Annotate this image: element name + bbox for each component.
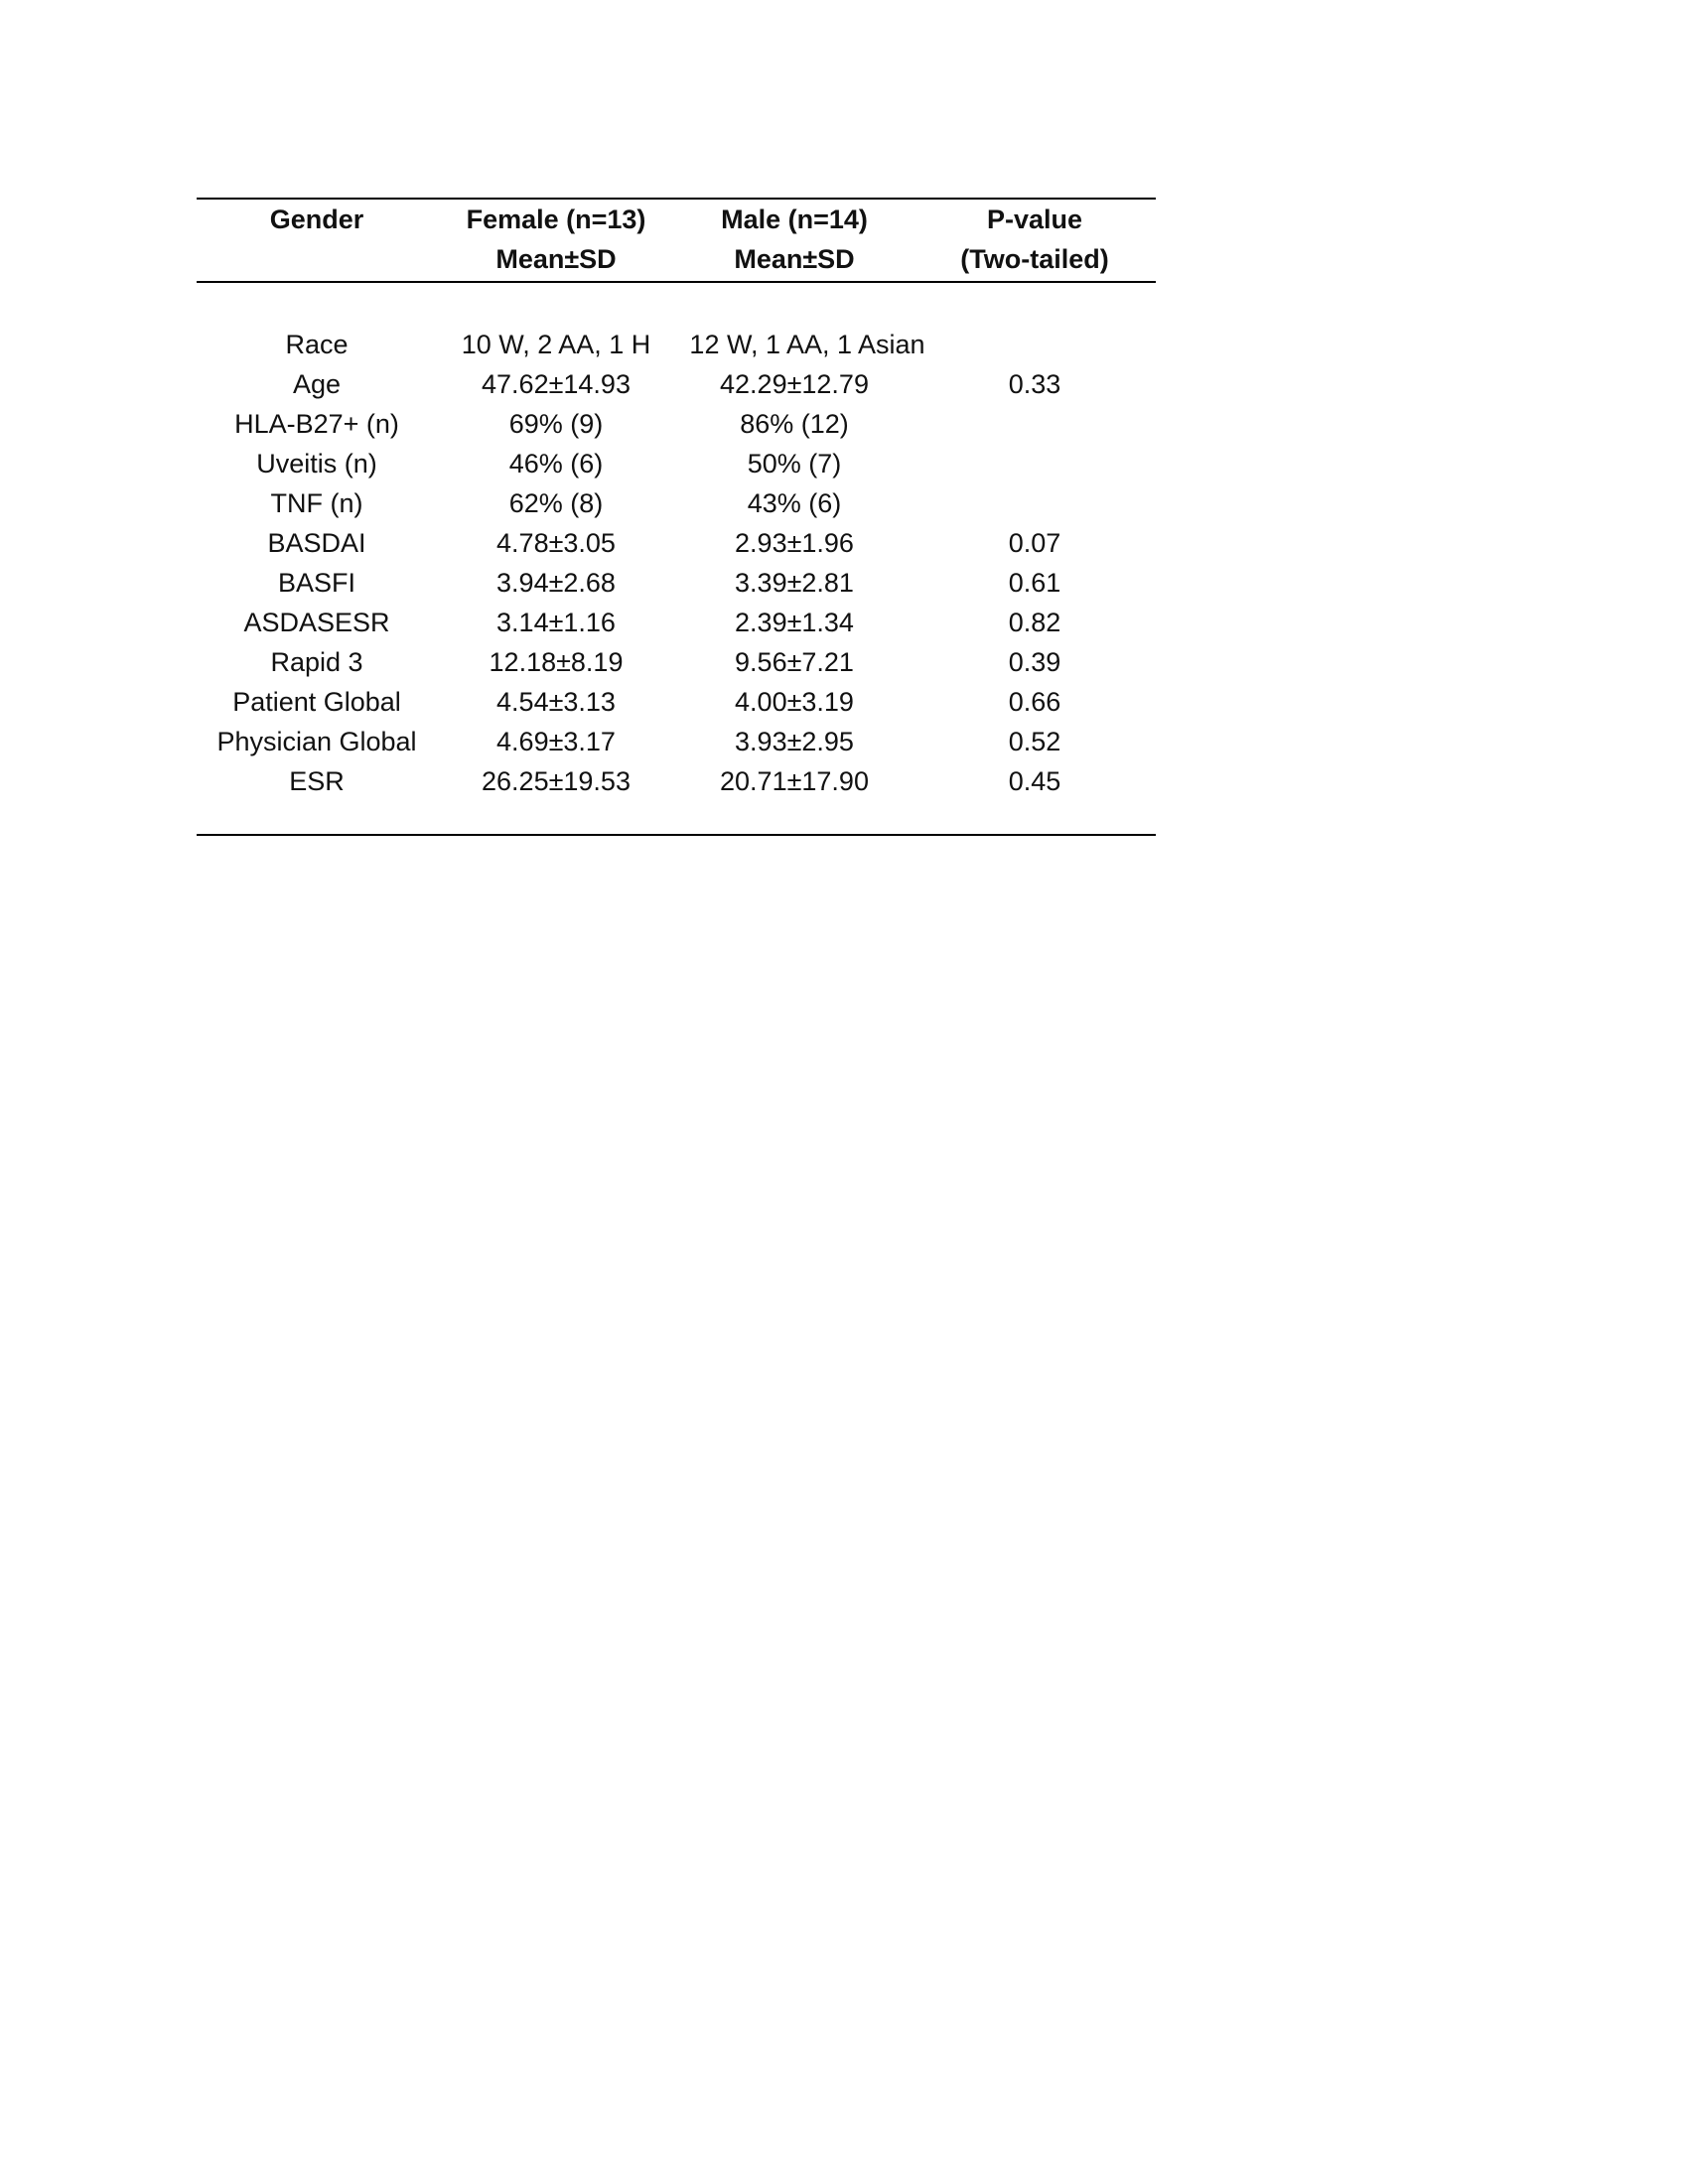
header-gender xyxy=(197,200,437,239)
female-value: 62% (8) xyxy=(508,488,604,518)
row-label: TNF (n) xyxy=(270,488,363,518)
male-value: 3.39±2.81 xyxy=(735,568,854,598)
female-value: 12.18±8.19 xyxy=(489,647,624,677)
row-label: Patient Global xyxy=(232,687,401,717)
row-label: Rapid 3 xyxy=(270,647,363,677)
table-row xyxy=(197,523,1156,563)
female-value: 4.69±3.17 xyxy=(496,727,616,756)
table-body xyxy=(197,283,1156,834)
male-value: 2.39±1.34 xyxy=(735,608,854,637)
male-value: 43% (6) xyxy=(747,488,842,518)
header-pvalue-line1: P-value xyxy=(986,205,1083,234)
female-value: 3.14±1.16 xyxy=(496,608,616,637)
male-value: 4.00±3.19 xyxy=(735,687,854,717)
table-row xyxy=(197,404,1156,444)
header-pvalue xyxy=(914,200,1156,279)
row-label: Physician Global xyxy=(216,727,417,756)
table-row xyxy=(197,364,1156,404)
table-row xyxy=(197,761,1156,801)
table-header xyxy=(197,200,1156,281)
female-value: 3.94±2.68 xyxy=(496,568,616,598)
bottom-rule xyxy=(197,834,1156,836)
p-value: 0.61 xyxy=(1008,568,1061,598)
header-male xyxy=(675,200,914,279)
p-value: 0.52 xyxy=(1008,727,1061,756)
p-value: 0.82 xyxy=(1008,608,1061,637)
female-value: 26.25±19.53 xyxy=(482,766,631,796)
row-label: ESR xyxy=(289,766,345,796)
table-row xyxy=(197,444,1156,483)
row-label: BASDAI xyxy=(267,528,366,558)
female-value: 69% (9) xyxy=(508,409,604,439)
male-value: 42.29±12.79 xyxy=(720,369,869,399)
header-female xyxy=(437,200,675,279)
p-value: 0.66 xyxy=(1008,687,1061,717)
header-male-line2: Mean±SD xyxy=(734,244,855,274)
table-row xyxy=(197,682,1156,722)
table-row xyxy=(197,483,1156,523)
row-label: ASDASESR xyxy=(243,608,390,637)
header-female-line1: Female (n=13) xyxy=(466,205,646,234)
male-value: 50% (7) xyxy=(747,449,842,478)
p-value: 0.39 xyxy=(1008,647,1061,677)
table-row xyxy=(197,642,1156,682)
female-value: 4.54±3.13 xyxy=(496,687,616,717)
row-label: BASFI xyxy=(277,568,356,598)
male-value: 86% (12) xyxy=(740,409,849,439)
female-value: 47.62±14.93 xyxy=(482,369,631,399)
header-female-line2: Mean±SD xyxy=(495,244,617,274)
female-value: 4.78±3.05 xyxy=(496,528,616,558)
row-label: Age xyxy=(292,369,342,399)
female-value: 10 W, 2 AA, 1 H xyxy=(461,330,651,359)
data-table xyxy=(197,198,1156,836)
female-value: 46% (6) xyxy=(508,449,604,478)
male-value: 3.93±2.95 xyxy=(735,727,854,756)
table-row xyxy=(197,563,1156,603)
header-male-line1: Male (n=14) xyxy=(721,205,868,234)
row-label: Uveitis (n) xyxy=(256,449,377,478)
row-label: Race xyxy=(285,330,349,359)
male-value: 2.93±1.96 xyxy=(735,528,854,558)
male-value: 12 W, 1 AA, 1 Asian xyxy=(689,330,925,359)
row-label: HLA-B27+ (n) xyxy=(234,409,399,439)
male-value: 9.56±7.21 xyxy=(735,647,854,677)
table-row xyxy=(197,325,1156,364)
male-value: 20.71±17.90 xyxy=(720,766,869,796)
p-value: 0.07 xyxy=(1008,528,1061,558)
header-pvalue-line2: (Two-tailed) xyxy=(960,244,1109,274)
p-value: 0.33 xyxy=(1008,369,1061,399)
table-row xyxy=(197,722,1156,761)
table-row xyxy=(197,603,1156,642)
p-value: 0.45 xyxy=(1008,766,1061,796)
header-gender-line1: Gender xyxy=(269,205,364,234)
